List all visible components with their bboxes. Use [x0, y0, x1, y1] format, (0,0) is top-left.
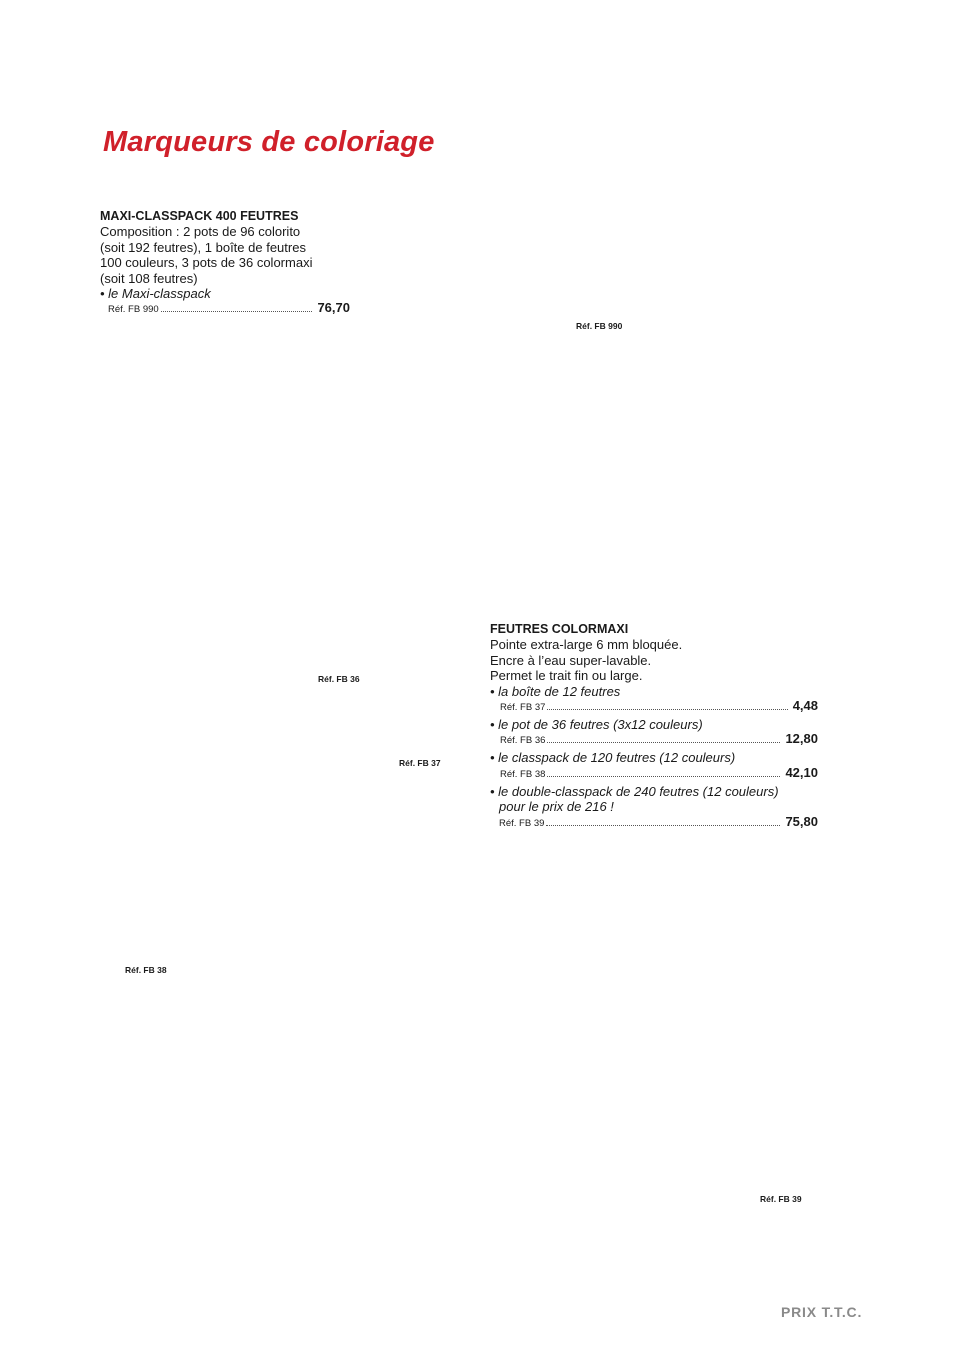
option-label: • le pot de 36 feutres (3x12 couleurs) [490, 717, 703, 733]
reference-code: Réf. FB 36 [500, 735, 546, 747]
dot-leader [161, 311, 313, 312]
page-title: Marqueurs de coloriage [103, 126, 435, 158]
product-heading: FEUTRES COLORMAXI [490, 622, 629, 636]
image-caption: Réf. FB 990 [576, 321, 623, 331]
option-label: • le classpack de 120 feutres (12 couleurs) [490, 750, 736, 766]
footer-price-note: PRIX T.T.C. [781, 1304, 863, 1320]
dot-leader [547, 709, 787, 710]
product-block-maxi-classpack [100, 209, 350, 319]
reference-code: Réf. FB 990 [108, 304, 159, 316]
option-label: • le double-classpack de 240 feutres (12 couleurs) [490, 783, 779, 799]
product-description-line: (soit 108 feutres) [100, 270, 198, 286]
product-description-line: (soit 192 feutres), 1 boîte de feutres [100, 239, 306, 255]
product-description-line: Composition : 2 pots de 96 colorito [100, 224, 301, 240]
product-description-line: 100 couleurs, 3 pots de 36 colormaxi [100, 255, 313, 271]
image-caption: Réf. FB 39 [760, 1194, 802, 1204]
price-row [100, 301, 350, 316]
image-caption: Réf. FB 38 [125, 965, 167, 975]
price-row [490, 766, 818, 781]
reference-code: Réf. FB 39 [499, 817, 545, 829]
price-row [490, 815, 818, 830]
product-description-line: Encre à l’eau super-lavable. [490, 652, 652, 668]
price: 4,48 [792, 698, 818, 714]
price: 76,70 [317, 300, 350, 316]
price-row [490, 699, 818, 714]
product-description-line: Pointe extra-large 6 mm bloquée. [490, 637, 683, 653]
dot-leader [547, 776, 780, 777]
price: 12,80 [785, 731, 818, 747]
dot-leader [547, 742, 780, 743]
product-heading: MAXI-CLASSPACK 400 FEUTRES [100, 209, 299, 223]
reference-code: Réf. FB 37 [500, 702, 546, 714]
product-description-line: Permet le trait fin ou large. [490, 668, 643, 684]
option-label: • le Maxi-classpack [100, 286, 211, 302]
price-row [490, 732, 818, 747]
price: 42,10 [785, 764, 818, 780]
image-caption: Réf. FB 36 [318, 674, 360, 684]
dot-leader [546, 825, 780, 826]
image-caption: Réf. FB 37 [399, 758, 441, 768]
reference-code: Réf. FB 38 [500, 768, 546, 780]
option-label-continued: pour le prix de 216 ! [499, 799, 614, 815]
product-block-feutres-colormaxi [490, 622, 818, 833]
price: 75,80 [785, 813, 818, 829]
option-label: • la boîte de 12 feutres [490, 683, 621, 699]
